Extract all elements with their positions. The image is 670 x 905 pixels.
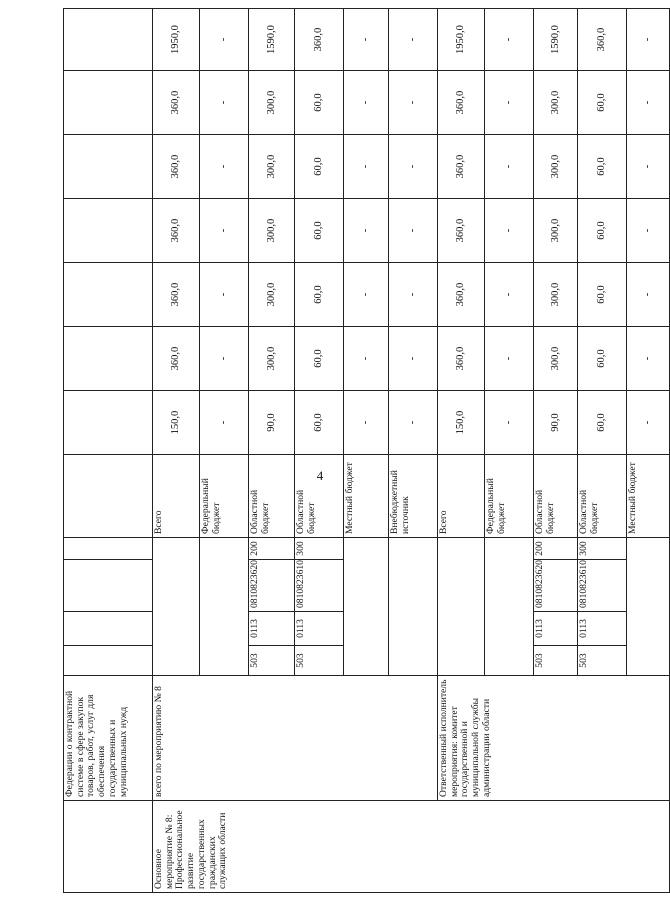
value-cell: -	[485, 391, 534, 455]
rzpr-code-cell: 0113	[249, 612, 295, 646]
header-empty-cell	[64, 71, 153, 135]
value-cell: 360,0	[438, 71, 485, 135]
value-cell: -	[485, 71, 534, 135]
codes-empty-cell	[344, 538, 389, 676]
vr-code-cell: 200	[249, 538, 295, 560]
value-cell: -	[627, 199, 670, 263]
budget-table	[63, 8, 670, 893]
funding-source-cell: Областной бюджет	[295, 455, 344, 538]
header-empty-cell	[64, 455, 153, 538]
value-cell: 1590,0	[534, 9, 578, 71]
rzpr-code-cell: 0113	[578, 612, 627, 646]
codes-empty-cell	[200, 538, 249, 676]
vr-code-cell: 200	[534, 538, 578, 560]
value-cell: -	[344, 9, 389, 71]
value-cell: 360,0	[295, 9, 344, 71]
csr-code-cell: 0810823610	[295, 560, 344, 612]
value-cell: -	[485, 327, 534, 391]
value-cell: -	[485, 9, 534, 71]
value-cell: 60,0	[295, 71, 344, 135]
value-cell: -	[344, 199, 389, 263]
value-cell: 300,0	[534, 327, 578, 391]
value-cell: 360,0	[153, 135, 200, 199]
value-cell: 360,0	[153, 263, 200, 327]
value-cell: 300,0	[534, 263, 578, 327]
header-empty-cell	[64, 612, 153, 646]
csr-code-cell: 0810823610	[578, 560, 627, 612]
header-empty-cell	[64, 9, 153, 71]
value-cell: 1950,0	[153, 9, 200, 71]
value-cell: -	[200, 199, 249, 263]
codes-empty-cell	[153, 538, 200, 676]
rzpr-code-cell: 0113	[295, 612, 344, 646]
funding-source-cell: Внебюджетный источник	[389, 455, 438, 538]
header-empty-cell	[64, 646, 153, 676]
value-cell: 60,0	[295, 327, 344, 391]
funding-source-cell: Всего	[153, 455, 200, 538]
value-cell: -	[485, 135, 534, 199]
header-empty-cell	[64, 327, 153, 391]
rzpr-code-cell: 0113	[534, 612, 578, 646]
value-cell: -	[485, 199, 534, 263]
value-cell: -	[344, 71, 389, 135]
value-cell: 300,0	[249, 199, 295, 263]
header-empty-cell	[64, 560, 153, 612]
value-cell: 300,0	[534, 199, 578, 263]
funding-source-cell: Областной бюджет	[534, 455, 578, 538]
header-empty-cell	[64, 263, 153, 327]
value-cell: -	[389, 71, 438, 135]
value-cell: 360,0	[438, 263, 485, 327]
value-cell: -	[389, 9, 438, 71]
value-cell: -	[389, 391, 438, 455]
value-cell: 300,0	[249, 263, 295, 327]
value-cell: 60,0	[295, 135, 344, 199]
grbs-code-cell: 503	[295, 646, 344, 676]
funding-source-cell: Местный бюджет	[627, 455, 670, 538]
value-cell: 60,0	[578, 391, 627, 455]
value-cell: 90,0	[249, 391, 295, 455]
value-cell: -	[344, 135, 389, 199]
value-cell: -	[627, 135, 670, 199]
value-cell: -	[200, 391, 249, 455]
value-cell: 360,0	[438, 327, 485, 391]
csr-code-cell: 0810823620	[534, 560, 578, 612]
value-cell: 60,0	[578, 135, 627, 199]
value-cell: 90,0	[534, 391, 578, 455]
grbs-code-cell: 503	[249, 646, 295, 676]
value-cell: -	[200, 135, 249, 199]
value-cell: -	[627, 71, 670, 135]
value-cell: 150,0	[438, 391, 485, 455]
value-cell: 60,0	[578, 327, 627, 391]
value-cell: 300,0	[249, 135, 295, 199]
value-cell: -	[389, 263, 438, 327]
header-continuation-text: Федерации о контрактной системе в сфере закупок товаров, работ, услуг для обеспечения государственных и муниципальных нужд	[64, 676, 153, 801]
value-cell: 1950,0	[438, 9, 485, 71]
value-cell: 300,0	[534, 135, 578, 199]
value-cell: -	[200, 263, 249, 327]
value-cell: -	[389, 199, 438, 263]
value-cell: -	[200, 327, 249, 391]
funding-source-cell: Федеральный бюджет	[485, 455, 534, 538]
grbs-code-cell: 503	[534, 646, 578, 676]
header-empty-cell	[64, 135, 153, 199]
value-cell: -	[389, 327, 438, 391]
value-cell: 60,0	[295, 391, 344, 455]
value-cell: 60,0	[578, 71, 627, 135]
funding-source-cell: Всего	[438, 455, 485, 538]
funding-source-cell: Областной бюджет	[578, 455, 627, 538]
funding-source-cell: Областной бюджет	[249, 455, 295, 538]
value-cell: 360,0	[578, 9, 627, 71]
value-cell: 360,0	[153, 327, 200, 391]
value-cell: -	[200, 71, 249, 135]
value-cell: 60,0	[578, 199, 627, 263]
value-cell: 300,0	[249, 71, 295, 135]
codes-empty-cell	[389, 538, 438, 676]
codes-empty-cell	[485, 538, 534, 676]
page-number: 4	[316, 468, 324, 483]
rotated-table-area	[63, 25, 654, 893]
table-row	[438, 9, 485, 893]
block-label-cell: всего по мероприятию № 8	[153, 676, 438, 801]
value-cell: -	[627, 391, 670, 455]
value-cell: -	[344, 327, 389, 391]
value-cell: -	[627, 9, 670, 71]
header-blank-cell	[64, 801, 153, 893]
vr-code-cell: 300	[295, 538, 344, 560]
value-cell: 360,0	[438, 199, 485, 263]
grbs-code-cell: 503	[578, 646, 627, 676]
header-empty-cell	[64, 391, 153, 455]
value-cell: 150,0	[153, 391, 200, 455]
header-empty-cell	[64, 199, 153, 263]
value-cell: -	[389, 135, 438, 199]
funding-source-cell: Местный бюджет	[344, 455, 389, 538]
value-cell: -	[344, 391, 389, 455]
value-cell: 360,0	[438, 135, 485, 199]
value-cell: 360,0	[153, 199, 200, 263]
codes-empty-cell	[438, 538, 485, 676]
csr-code-cell: 0810823620	[249, 560, 295, 612]
vr-code-cell: 300	[578, 538, 627, 560]
funding-source-cell: Федеральный бюджет	[200, 455, 249, 538]
value-cell: 60,0	[295, 263, 344, 327]
value-cell: 1590,0	[249, 9, 295, 71]
value-cell: -	[627, 263, 670, 327]
value-cell: 60,0	[578, 263, 627, 327]
block-label-cell: Ответственный исполнитель мероприятия: комитет государственной и муниципальной службы администрации области	[438, 676, 670, 801]
value-cell: 360,0	[153, 71, 200, 135]
value-cell: 300,0	[249, 327, 295, 391]
value-cell: 300,0	[534, 71, 578, 135]
value-cell: -	[344, 263, 389, 327]
header-empty-cell	[64, 538, 153, 560]
event-name-cell: Основное мероприятие № 8: Профессиональное развитие государственных гражданских служащих области	[153, 801, 670, 893]
value-cell: -	[485, 263, 534, 327]
value-cell: -	[627, 327, 670, 391]
value-cell: -	[200, 9, 249, 71]
table-row	[153, 9, 200, 893]
codes-empty-cell	[627, 538, 670, 676]
value-cell: 60,0	[295, 199, 344, 263]
